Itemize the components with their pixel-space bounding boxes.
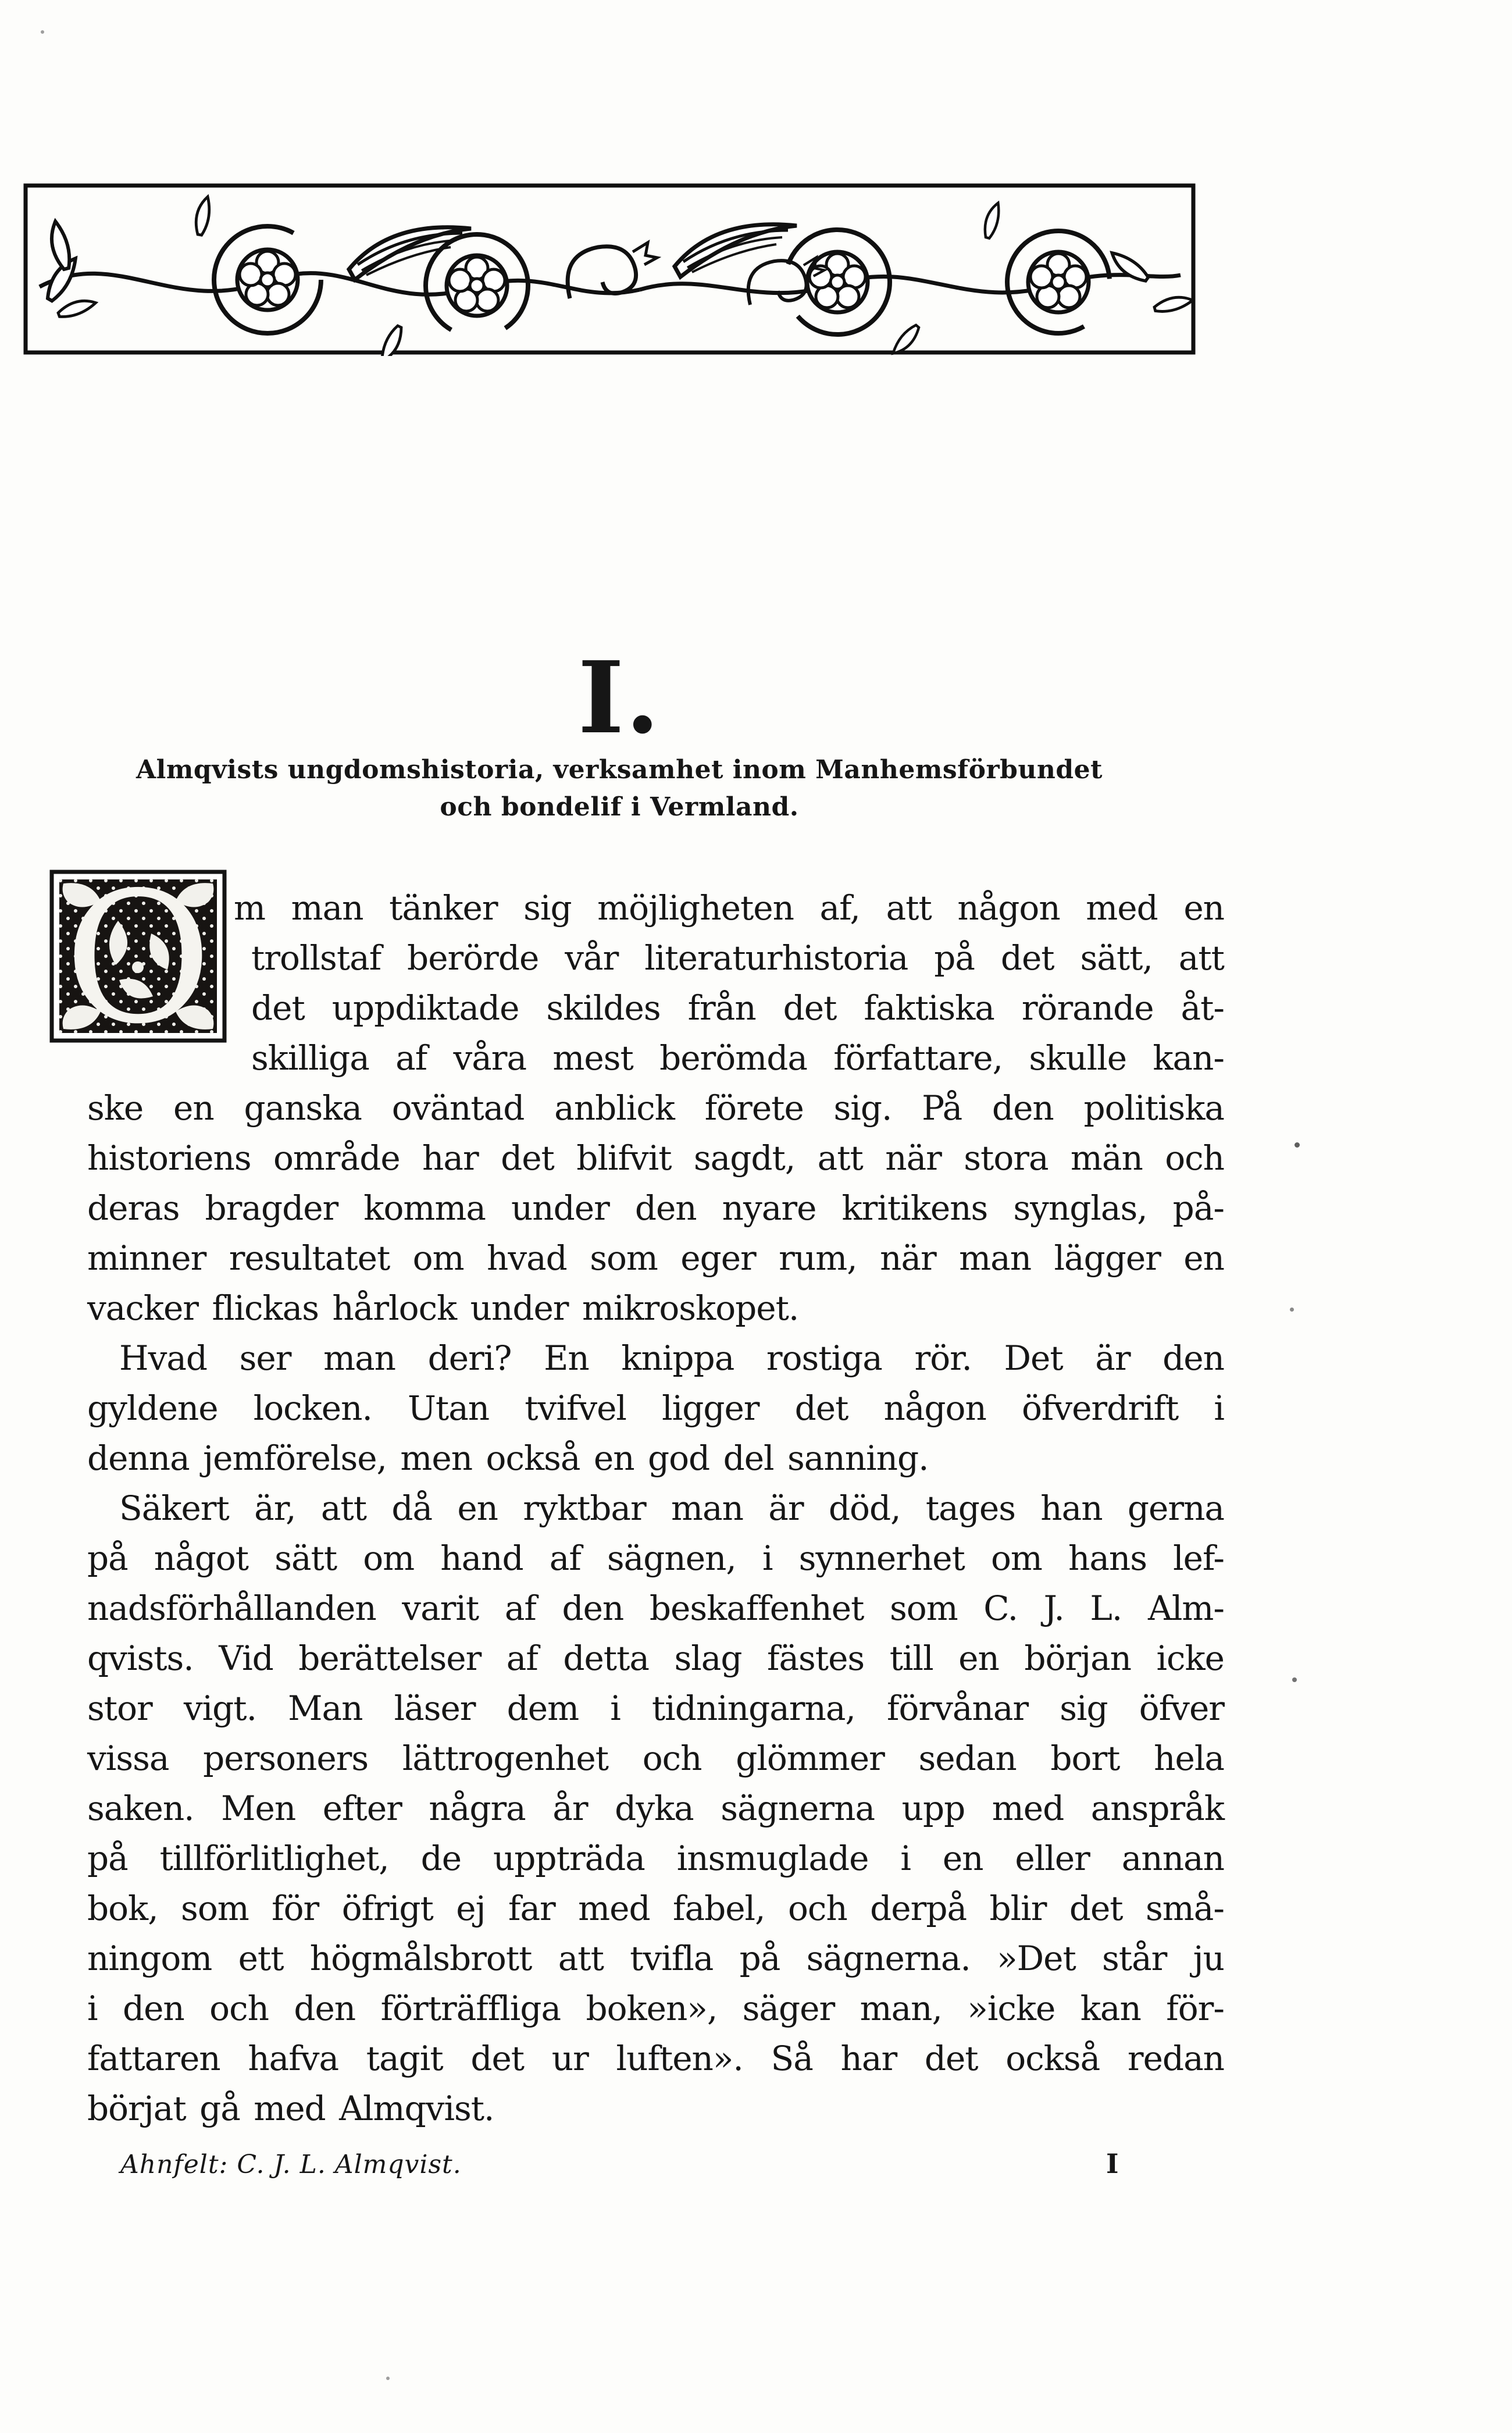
drop-cap-block — [49, 870, 227, 1043]
chapter-number: I. — [577, 640, 661, 756]
drop-cap-letter: O — [64, 870, 212, 1043]
body-text — [64, 870, 1224, 2133]
text-line: historiens område har det blifvit sagdt, att när stora män och — [87, 1138, 1224, 1178]
chapter-subtitle-line1: Almqvists ungdomshistoria, verksamhet inom Manhemsförbundet — [136, 755, 1103, 785]
drop-cap-ornament-icon — [49, 870, 227, 1043]
ink-speck — [41, 30, 44, 34]
text-line: på något sätt om hand af sägnen, i synnerhet om hans lef- — [87, 1538, 1224, 1578]
text-line: vissa personers lättrogenhet och glömmer sedan bort hela — [87, 1739, 1224, 1778]
page-signature: I — [1106, 2148, 1119, 2179]
text-line: skilliga af våra mest berömda författare, skulle kan- — [251, 1038, 1224, 1078]
text-line: ske en ganska oväntad anblick förete sig. På den politiska — [87, 1088, 1224, 1128]
text-line: trollstaf berörde vår literaturhistoria på det sätt, att — [251, 938, 1224, 978]
text-line: denna jemförelse, men också en god del sanning. — [87, 1438, 929, 1478]
text-line: m man tänker sig möjligheten af, att någon med en — [234, 888, 1224, 928]
page-footer — [87, 2147, 1224, 2194]
ink-speck — [1290, 1308, 1294, 1312]
text-line: nadsförhållanden varit af den beskaffenhet som C. J. L. Alm- — [87, 1588, 1224, 1628]
text-line: börjat gå med Almqvist. — [87, 2089, 494, 2128]
chapter-subtitle — [52, 751, 1186, 826]
text-line: det uppdiktade skildes från det faktiska rörande åt- — [251, 988, 1224, 1028]
ink-speck — [1292, 1677, 1297, 1682]
text-line: qvists. Vid berättelser af detta slag fästes till en början icke — [87, 1638, 1224, 1678]
text-line: minner resultatet om hvad som eger rum, när man lägger en — [87, 1238, 1224, 1278]
text-line: deras bragder komma under den nyare kritikens synglas, på- — [87, 1188, 1224, 1228]
floral-scroll-ornament-icon — [23, 182, 1196, 356]
footer-citation: Ahnfelt: C. J. L. Almqvist. — [120, 2150, 462, 2179]
headpiece-ornament — [23, 182, 1196, 356]
text-line: saken. Men efter några år dyka sägnerna upp med anspråk — [87, 1789, 1224, 1828]
text-line: i den och den förträffliga boken», säger man, »icke kan för- — [87, 1989, 1224, 2028]
text-line: vacker flickas hårlock under mikroskopet. — [87, 1288, 799, 1328]
text-line: Säkert är, att då en ryktbar man är död, tages han gerna — [119, 1488, 1224, 1528]
text-line: bok, som för öfrigt ej far med fabel, och derpå blir det små- — [87, 1889, 1224, 1928]
text-line: ningom ett högmålsbrott att tvifla på sägnerna. »Det står ju — [87, 1939, 1224, 1978]
text-line: fattaren hafva tagit det ur luften». Så har det också redan — [87, 2039, 1224, 2078]
ink-speck — [386, 2377, 390, 2380]
text-line: stor vigt. Man läser dem i tidningarna, förvånar sig öfver — [87, 1689, 1224, 1728]
text-line: gyldene locken. Utan tvifvel ligger det någon öfverdrift i — [87, 1388, 1224, 1428]
text-line: Hvad ser man deri? En knippa rostiga rör. Det är den — [119, 1338, 1224, 1378]
chapter-subtitle-line2: och bondelif i Vermland. — [440, 792, 799, 822]
ink-speck — [1295, 1142, 1300, 1148]
text-line: på tillförlitlighet, de uppträda insmuglade i en eller annan — [87, 1839, 1224, 1878]
